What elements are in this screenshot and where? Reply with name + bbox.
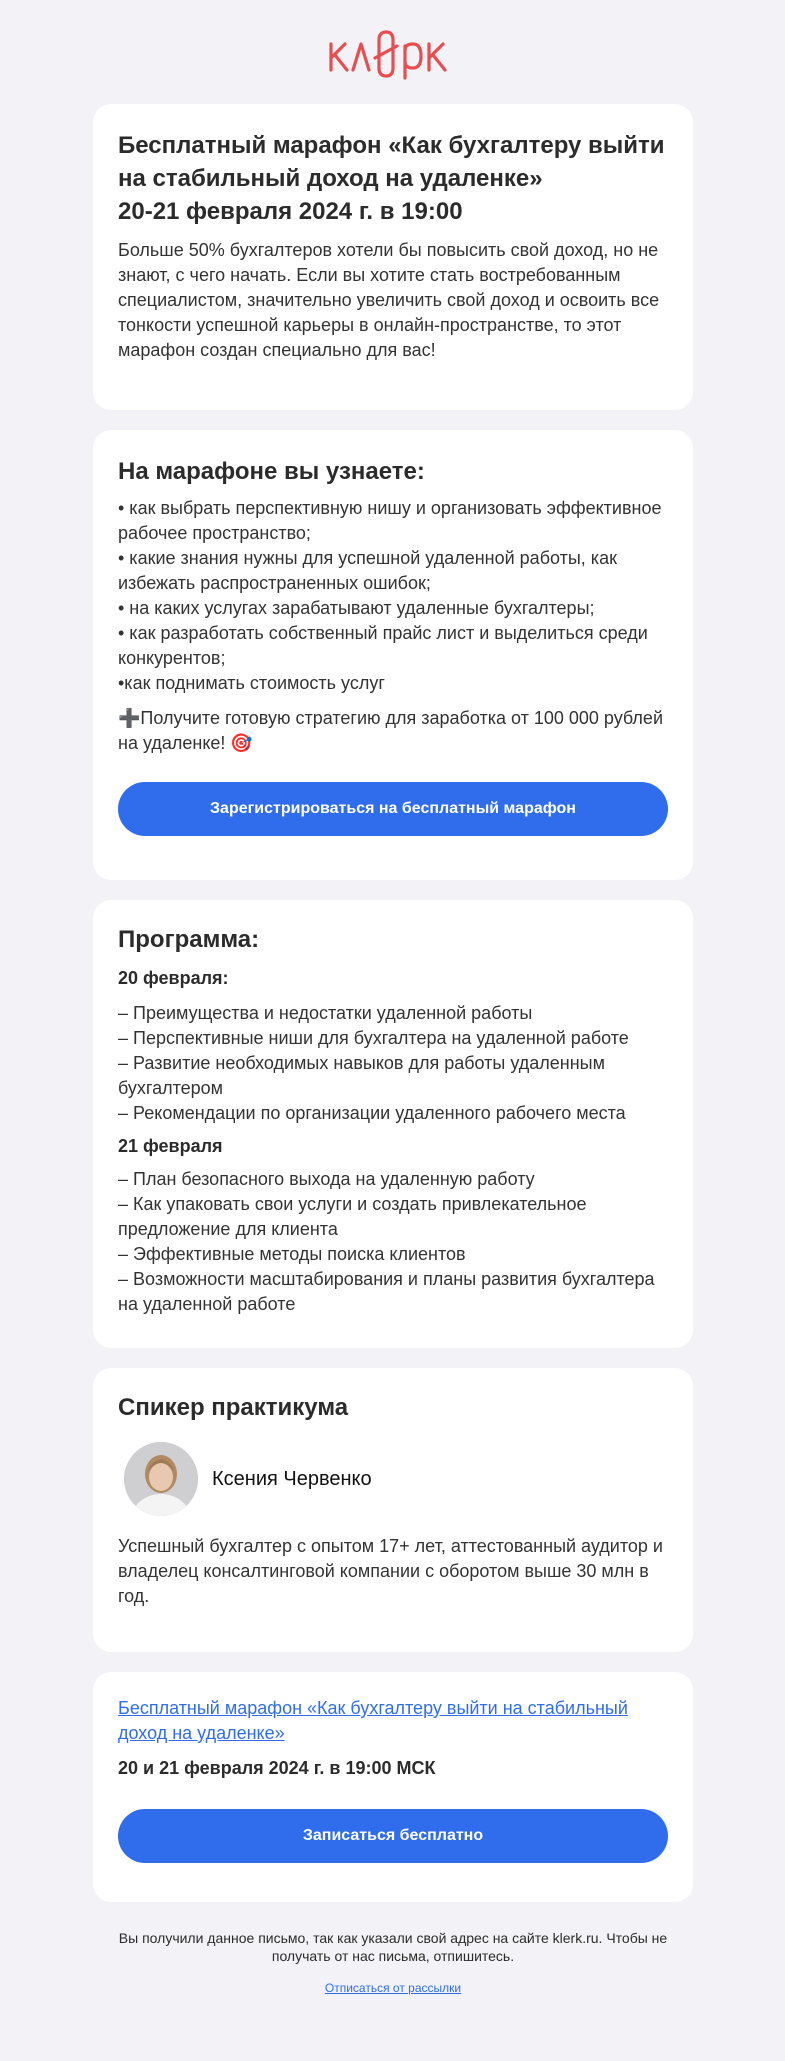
register-button[interactable]: Зарегистрироваться на бесплатный марафон: [118, 782, 668, 836]
cta-date: 20 и 21 февраля 2024 г. в 19:00 МСК: [118, 1758, 436, 1778]
speaker-heading: Спикер практикума: [118, 1394, 349, 1421]
program-item: – Эффективные методы поиска клиентов: [118, 1244, 466, 1264]
program-item: – Перспективные ниши для бухгалтера на удаленной работе: [118, 1028, 629, 1048]
speaker-row: [118, 1442, 668, 1516]
learn-heading: На марафоне вы узнаете:: [118, 458, 425, 485]
speaker-card: [93, 1368, 693, 1652]
program-card: [93, 900, 693, 1348]
learn-bullet: • как разработать собственный прайс лист и выделиться среди конкурентов;: [118, 623, 648, 668]
intro-card: [93, 104, 693, 410]
program-heading: Программа:: [118, 926, 260, 953]
program-day1-title: 20 февраля:: [118, 968, 229, 988]
footer: [93, 1929, 693, 1997]
program-item: – План безопасного выхода на удаленную работу: [118, 1169, 535, 1189]
program-item: – Развитие необходимых навыков для работы удаленным бухгалтером: [118, 1053, 605, 1098]
signup-free-button[interactable]: Записаться бесплатно: [118, 1809, 668, 1863]
learn-bullet: • какие знания нужны для успешной удаленной работы, как избежать распространенных ошибок;: [118, 548, 617, 593]
intro-title-main: Бесплатный марафон «Как бухгалтеру выйти на стабильный доход на удаленке»: [118, 132, 665, 192]
program-day2-title: 21 февраля: [118, 1136, 223, 1156]
intro-title: [118, 129, 668, 228]
klerk-logo-icon: [323, 26, 463, 80]
program-item: – Возможности масштабирования и планы развития бухгалтера на удаленной работе: [118, 1269, 655, 1314]
learn-bullet: •как поднимать стоимость услуг: [118, 673, 385, 693]
program-day1-list: [118, 1001, 668, 1126]
intro-text: Больше 50% бухгалтеров хотели бы повысить свой доход, но не знают, с чего начать. Если вы хотите стать востребованным специалистом, значительно увеличить свой доход и освоить все тонкости успешной карьеры в онлайн-пространстве, то этот марафон создан специально для вас!: [118, 240, 660, 360]
speaker-avatar: [124, 1442, 198, 1516]
program-item: – Как упаковать свои услуги и создать привлекательное предложение для клиента: [118, 1194, 587, 1239]
learn-list: [118, 496, 668, 696]
learn-promo: ➕Получите готовую стратегию для заработка от 100 000 рублей на удаленке! 🎯: [118, 708, 664, 753]
speaker-bio: Успешный бухгалтер с опытом 17+ лет, аттестованный аудитор и владелец консалтинговой компании с оборотом выше 30 млн в год.: [118, 1536, 663, 1606]
unsubscribe-link[interactable]: Отписаться от рассылки: [324, 1981, 462, 1995]
speaker-photo-icon: [124, 1442, 198, 1516]
program-item: – Преимущества и недостатки удаленной работы: [118, 1003, 533, 1023]
cta-event-link[interactable]: Бесплатный марафон «Как бухгалтеру выйти на стабильный доход на удаленке»: [118, 1698, 628, 1743]
header-logo[interactable]: [0, 0, 785, 105]
program-day2-list: [118, 1167, 668, 1317]
cta-card: [93, 1672, 693, 1902]
learn-bullet: • как выбрать перспективную нишу и организовать эффективное рабочее пространство;: [118, 498, 662, 543]
learn-card: [93, 430, 693, 880]
intro-title-date: 20-21 февраля 2024 г. в 19:00: [118, 198, 463, 225]
speaker-name: Ксения Червенко: [212, 1467, 372, 1490]
learn-bullet: • на каких услугах зарабатывают удаленные бухгалтеры;: [118, 598, 595, 618]
footer-notice: Вы получили данное письмо, так как указали свой адрес на сайте klerk.ru. Чтобы не получать от нас письма, отпишитесь.: [118, 1930, 668, 1964]
program-item: – Рекомендации по организации удаленного рабочего места: [118, 1103, 626, 1123]
